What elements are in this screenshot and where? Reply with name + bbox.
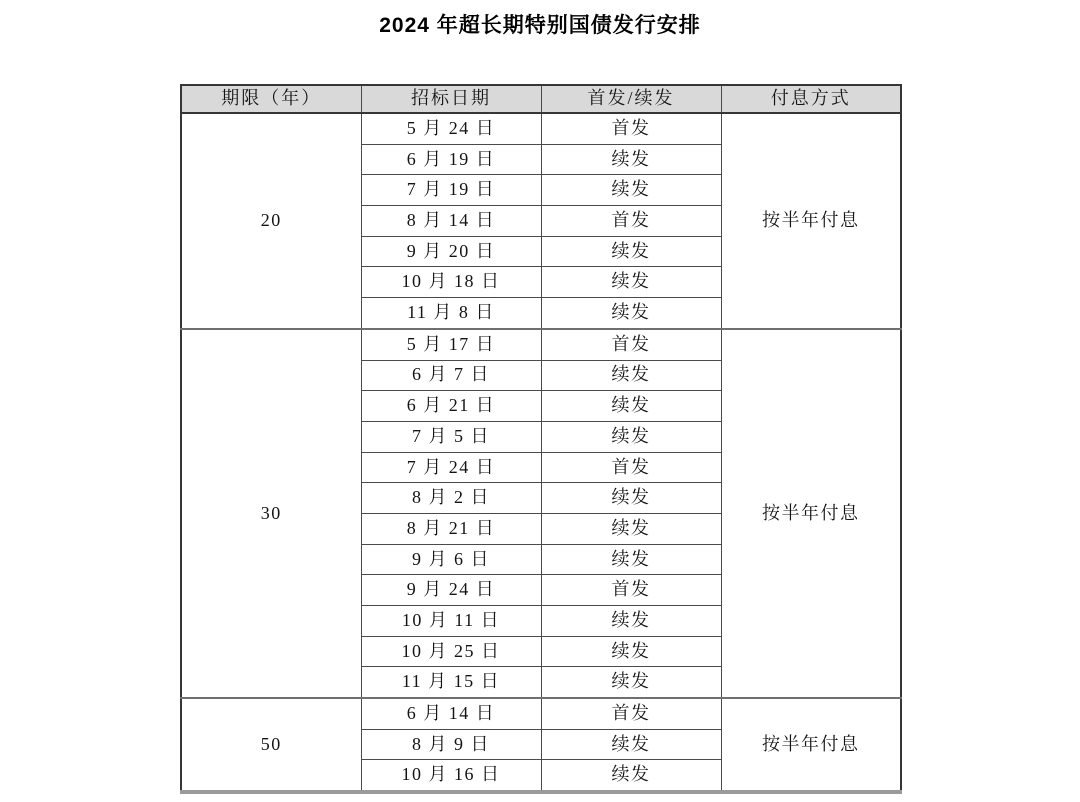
issue-type-cell: 续发 [541,729,721,760]
col-header-payment-method: 付息方式 [721,85,901,113]
table-bottom-border-shadow [180,790,902,794]
issue-type-cell: 续发 [541,606,721,637]
date-cell: 8 月 21 日 [361,513,541,544]
date-cell: 8 月 2 日 [361,483,541,514]
date-cell: 9 月 24 日 [361,575,541,606]
date-cell: 6 月 19 日 [361,144,541,175]
term-cell: 20 [181,113,361,329]
issue-type-cell: 续发 [541,636,721,667]
col-header-tender-date: 招标日期 [361,85,541,113]
date-cell: 6 月 7 日 [361,360,541,391]
date-cell: 6 月 21 日 [361,391,541,422]
date-cell: 10 月 25 日 [361,636,541,667]
date-cell: 10 月 11 日 [361,606,541,637]
date-cell: 10 月 16 日 [361,760,541,791]
term-cell: 50 [181,698,361,791]
issue-type-cell: 首发 [541,698,721,729]
issue-type-cell: 续发 [541,421,721,452]
issue-type-cell: 首发 [541,452,721,483]
issue-type-cell: 续发 [541,544,721,575]
issue-type-cell: 续发 [541,144,721,175]
date-cell: 5 月 17 日 [361,329,541,360]
table-row [181,698,901,729]
issue-type-cell: 续发 [541,483,721,514]
payment-cell: 按半年付息 [721,698,901,791]
date-cell: 5 月 24 日 [361,113,541,144]
issue-type-cell: 首发 [541,113,721,144]
date-cell: 8 月 9 日 [361,729,541,760]
date-cell: 9 月 6 日 [361,544,541,575]
issue-type-cell: 续发 [541,175,721,206]
issue-type-cell: 首发 [541,329,721,360]
table-row [181,113,901,144]
date-cell: 10 月 18 日 [361,267,541,298]
issue-type-cell: 续发 [541,391,721,422]
payment-cell: 按半年付息 [721,113,901,329]
date-cell: 7 月 5 日 [361,421,541,452]
issue-type-cell: 续发 [541,667,721,698]
issue-type-cell: 首发 [541,575,721,606]
col-header-term: 期限（年） [181,85,361,113]
term-cell: 30 [181,329,361,698]
issue-type-cell: 续发 [541,236,721,267]
issue-type-cell: 续发 [541,298,721,329]
date-cell: 11 月 8 日 [361,298,541,329]
date-cell: 7 月 19 日 [361,175,541,206]
date-cell: 11 月 15 日 [361,667,541,698]
issuance-schedule-table [180,84,902,792]
date-cell: 6 月 14 日 [361,698,541,729]
date-cell: 8 月 14 日 [361,206,541,237]
issue-type-cell: 续发 [541,513,721,544]
payment-cell: 按半年付息 [721,329,901,698]
table-row [181,329,901,360]
issue-type-cell: 续发 [541,760,721,791]
col-header-issue-type: 首发/续发 [541,85,721,113]
issue-type-cell: 续发 [541,360,721,391]
page-title: 2024 年超长期特别国债发行安排 [379,14,701,37]
header-row [181,85,901,113]
date-cell: 9 月 20 日 [361,236,541,267]
issue-type-cell: 续发 [541,267,721,298]
issue-type-cell: 首发 [541,206,721,237]
date-cell: 7 月 24 日 [361,452,541,483]
